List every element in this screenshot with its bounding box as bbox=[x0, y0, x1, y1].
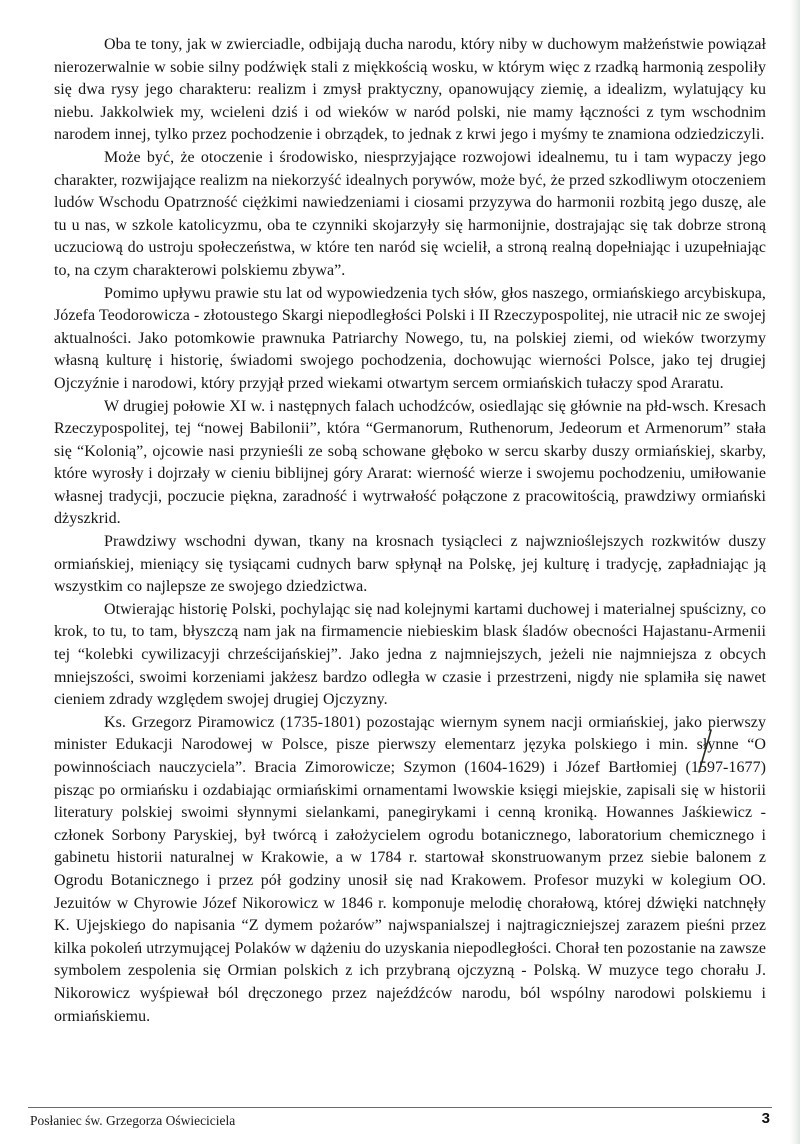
footer-divider bbox=[28, 1107, 772, 1108]
page-edge-shadow bbox=[790, 0, 800, 1144]
paragraph-4: W drugiej połowie XI w. i następnych falach uchodźców, osiedlając się głównie na płd-wsch. Kresach Rzeczypospolitej, tej “nowej Babilonii”, która “Germanorum, Ruthenorum, Jedeorum et Armenorum” stała się “Kolonią”, ojcowie nasi przynieśli ze sobą schowane głęboko w sercu skarby duszy ormiańskiej, skarby, które wyrosły i dojrzały w cieniu biblijnej góry Ararat: wierność wierze i swojemu pochodzeniu, umiłowanie własnej tradycji, poczucie piękna, zaradność i wytrwałość połączone z pracowitością, prawdziwy ormiański dżyszkrid. bbox=[54, 397, 766, 528]
handwritten-pen-mark bbox=[696, 728, 716, 774]
paragraph-2: Może być, że otoczenie i środowisko, niesprzyjające rozwojowi idealnemu, tu i tam wypaczy jego charakter, rozwijające realizm na niekorzyść idealnych porywów, może być, że przed szkodliwym otoczeniem ludów Wschodu Opatrzność ciężkimi nawiedzeniami i ciosami przyzywa do harmonii rozbitą jego duszę, ale tu u nas, w szkole katolicyzmu, oba te czynniki skojarzyły się harmonijnie, dostrajając się tak dobrze stroną uczuciową do ustroju społeczeństwa, w które ten naród się wcielił, a stroną realną dopełniając i uzupełniając to, na czym charakterowi polskiemu zbywa”. bbox=[54, 148, 766, 279]
page-number: 3 bbox=[761, 1110, 770, 1127]
article-body bbox=[54, 34, 766, 1028]
footer-publication-title: Posłaniec św. Grzegorza Oświeciciela bbox=[30, 1113, 236, 1128]
paragraph-1: Oba te tony, jak w zwierciadle, odbijają ducha narodu, który niby w duchowym małżeństwie powiązał nierozerwalnie w sobie silny podźwięk stali z miękkością wosku, w którym więc z rzadką harmonią zespoliły się dwa rysy jego charakteru: realizm i zmysł praktyczny, opanowujący ziemię, a idealizm, wylatujący ku niebu. Jakkolwiek my, wcieleni dziś i od wieków w naród polski, nie mamy łączności z tym wschodnim narodem innej, tylko przez pochodzenie i obrządek, to jednak z krwi jego i myśmy te znamiona odziedziczyli. bbox=[54, 36, 766, 144]
paragraph-3: Pomimo upływu prawie stu lat od wypowiedzenia tych słów, głos naszego, ormiańskiego arcybiskupa, Józefa Teodorowicza - złotoustego Skargi niepodległości Polski i II Rzeczypospolitej, nie utracił nic ze swojej aktualności. Jako potomkowie prawnuka Patriarchy Nowego, tu, na polskiej ziemi, od wieków tworzymy własną kulturę i historię, świadomi swojego pochodzenia, dochowując wierności Polsce, jako tej drugiej Ojczyźnie i narodowi, który przyjął przed wiekami otwartym sercem ormiańskich tułaczy spod Araratu. bbox=[54, 284, 766, 392]
paragraph-5: Prawdziwy wschodni dywan, tkany na krosnach tysiącleci z najwznioślejszych rozkwitów duszy ormiańskiej, mieniący się tysiącami cudnych barw spłynął na Polskę, jej kulturę i tradycję, zapładniając ją wszystkim co najlepsze ze swojego dziedzictwa. bbox=[54, 533, 766, 596]
paragraph-6: Otwierając historię Polski, pochylając się nad kolejnymi kartami duchowej i materialnej spuścizny, co krok, to tu, to tam, błyszczą nam jak na firmamencie niebieskim blask śladów obecności Hajastanu-Armenii tej “kolebki cywilizacyji chrześcijańskiej”. Jako jedna z najmniejszych, jeżeli nie najmniejsza z obcych mniejszości, swoimi korzeniami jakżesz bardzo odległa w czasie i przestrzeni, nigdy nie splamiła się nawet cieniem zdrady względem swojej drugiej Ojczyzny. bbox=[54, 600, 766, 709]
paragraph-7: Ks. Grzegorz Piramowicz (1735-1801) pozostając wiernym synem nacji ormiańskiej, jako pierwszy minister Edukacji Narodowej w Polsce, pisze pierwszy elementarz języka polskiego i min. słynne “O powinnościach nauczyciela”. Bracia Zimorowicze; Szymon (1604-1629) i Józef Bartłomiej (1597-1677) pisząc po ormiańsku i ozdabiając ormiańskimi ornamentami lwowskie księgi miejskie, zapisali się w historii literatury polskiej swoimi słynnymi sielankami, panegirykami i cenną kroniką. Howannes Jaśkiewicz - członek Sorbony Paryskiej, był twórcą i założycielem ogrodu botanicznego, laboratorium chemicznego i gabinetu historii naturalnej w Krakowie, a w 1784 r. startował skonstruowanym przez siebie balonem z Ogrodu Botanicznego i przez pół godziny unosił się nad Krakowem. Profesor muzyki w kolegium OO. Jezuitów w Chyrowie Józef Nikorowicz w 1846 r. komponuje melodię chorałową, której dźwięki natchnęły K. Ujejskiego do napisania “Z dymem pożarów” najwspanialszej i najtragiczniejszej zarazem pieśni przez kilka pokoleń utrzymującej Polaków w dążeniu do uzyskania niepodległości. Chorał ten pozostanie na zawsze symbolem zespolenia się Ormian polskich z ich przybraną ojczyzną - Polską. W muzyce tego chorału J. Nikorowicz wyśpiewał ból dręczonego przez najeźdźców narodu, ból wspólny narodowi polskiemu i ormiańskiemu. bbox=[54, 713, 766, 1025]
